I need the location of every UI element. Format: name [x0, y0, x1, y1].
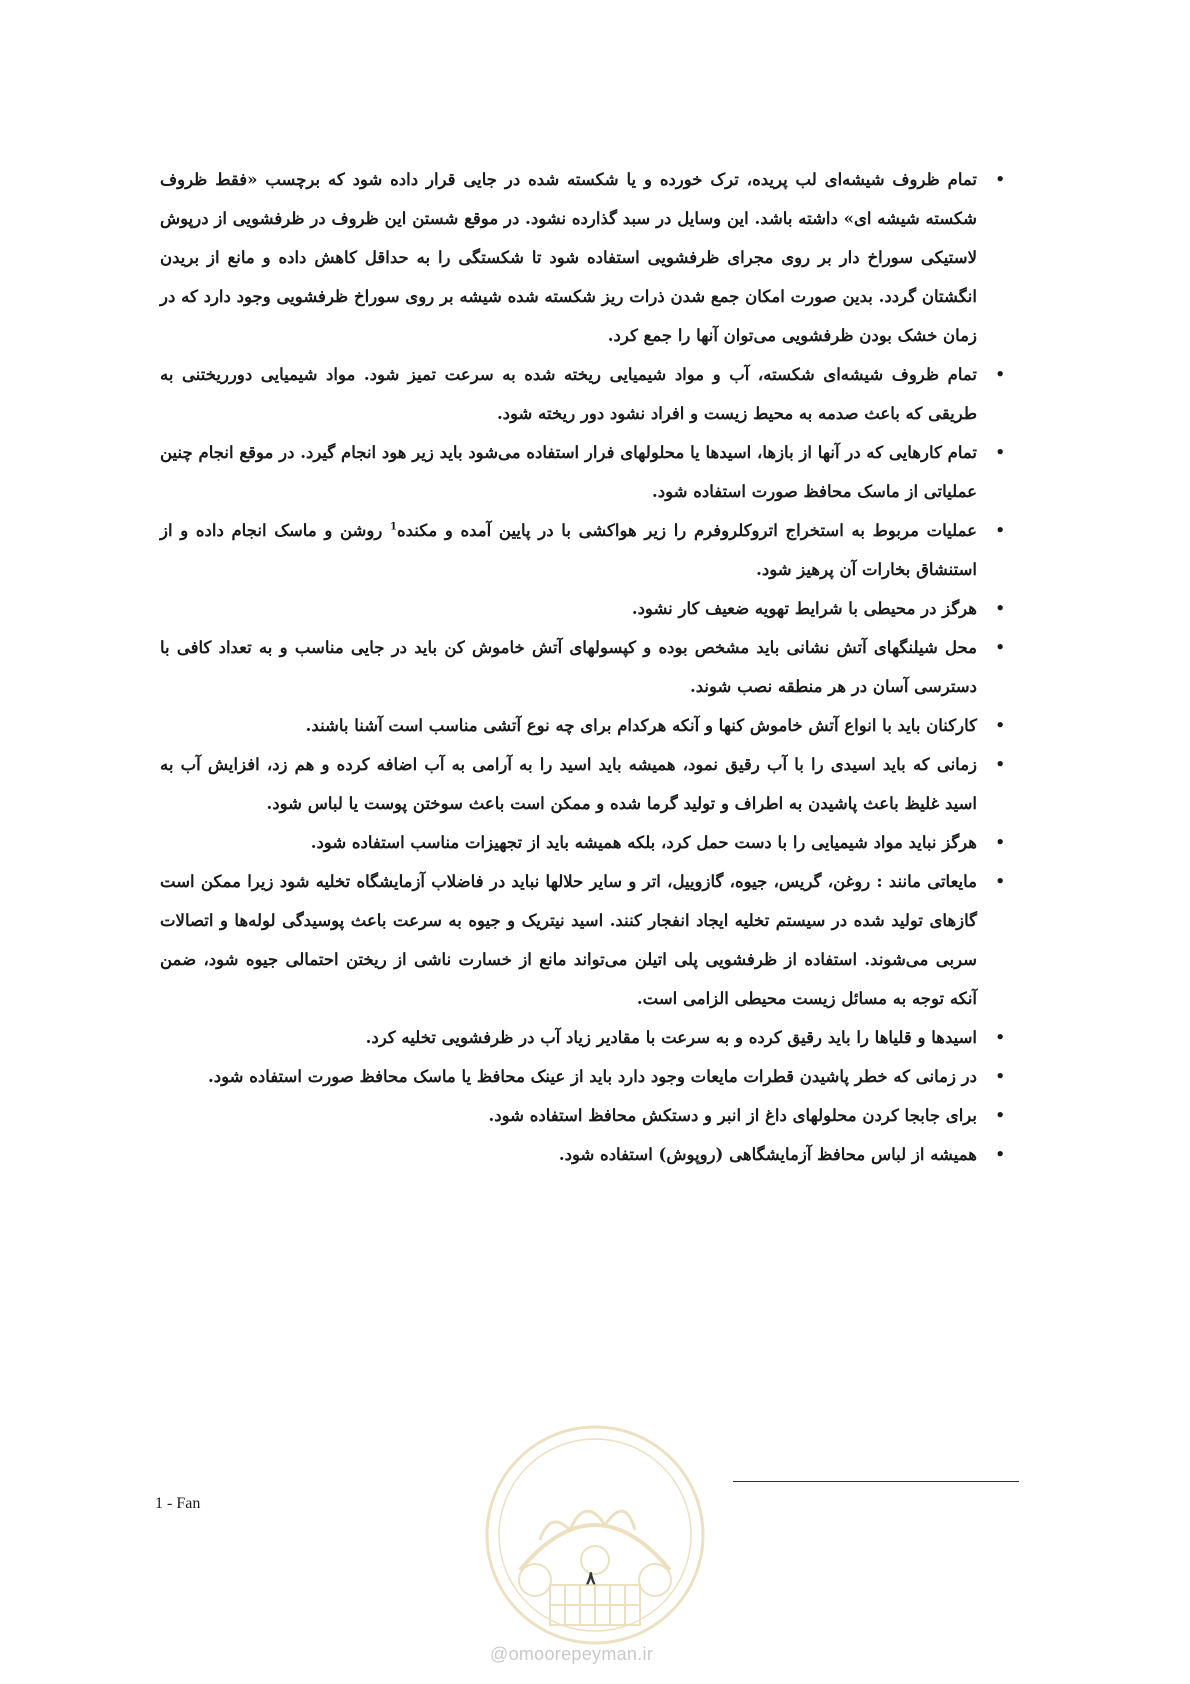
- list-item: [160, 823, 1005, 862]
- bullet-icon: •: [995, 521, 1005, 539]
- document-body: [160, 160, 1005, 1174]
- at-icon: @: [490, 1644, 509, 1664]
- list-item: [160, 628, 1005, 706]
- list-item: [160, 1057, 1005, 1096]
- list-item: [160, 1018, 1005, 1057]
- list-item: [160, 160, 1005, 355]
- footnote-separator: [733, 1481, 1019, 1482]
- list-item-text: کارکنان باید با انواع آتش خاموش کنها و آنکه هرکدام برای چه نوع آتشی مناسب است آشنا باشند.: [305, 716, 977, 735]
- bullet-icon: •: [995, 1106, 1005, 1124]
- list-item: [160, 1096, 1005, 1135]
- bullet-icon: •: [995, 170, 1005, 188]
- list-item: [160, 355, 1005, 433]
- bullet-icon: •: [995, 716, 1005, 734]
- list-item-text: همیشه از لباس محافظ آزمایشگاهی (روپوش) استفاده شود.: [558, 1145, 977, 1164]
- page-number: ۸: [586, 1568, 596, 1589]
- watermark-seal-icon: [480, 1420, 710, 1650]
- footnote-reference[interactable]: 1: [389, 521, 397, 533]
- bullet-icon: •: [995, 1145, 1005, 1163]
- list-item-text: محل شیلنگهای آتش نشانی باید مشخص بوده و کپسولهای آتش خاموش کن باید در جایی مناسب و به تعداد کافی با دسترسی آسان در هر منطقه نصب شوند.: [160, 638, 977, 696]
- list-item-text: تمام کارهایی که در آنها از بازها، اسیدها یا محلولهای فرار استفاده می‌شود باید زیر هود انجام گیرد. در موقع انجام چنین عملیاتی از ماسک محافظ صورت استفاده شود.: [160, 443, 977, 501]
- list-item-text: در زمانی که خطر پاشیدن قطرات مایعات وجود دارد باید از عینک محافظ یا ماسک محافظ صورت استفاده شود.: [208, 1067, 977, 1086]
- list-item-text: زمانی که باید اسیدی را با آب رقیق نمود، همیشه باید اسید را به آرامی به آب اضافه کرده و هم زد، افزایش آب به اسید غلیظ باعث پاشیدن به اطراف و تولید گرما شده و ممکن است باعث سوختن پوست یا لباس شود.: [160, 755, 977, 813]
- list-item: [160, 433, 1005, 511]
- bullet-icon: •: [995, 599, 1005, 617]
- bullet-icon: •: [995, 755, 1005, 773]
- list-item-text: هرگز در محیطی با شرایط تهویه ضعیف کار نشود.: [631, 599, 977, 618]
- list-item-text: تمام ظروف شیشه‌ای شکسته، آب و مواد شیمیایی ریخته شده به سرعت تمیز شود. مواد شیمیایی دورریختنی به طریقی که باعث صدمه به محیط زیست و افراد نشود دور ریخته شود.: [160, 365, 977, 423]
- list-item-text: مایعاتی مانند : روغن، گریس، جیوه، گازوییل، اتر و سایر حلالها نباید در فاضلاب آزمایشگاه تخلیه شود زیرا ممکن است گازهای تولید شده در سیستم تخلیه ایجاد انفجار کنند. اسید نیتریک و جیوه به سرعت باعث پوسیدگی لوله‌ها و اتصالات سربی می‌شوند. استفاده از ظرفشویی پلی اتیلن می‌تواند مانع از خسارت ناشی از ریختن احتمالی جیوه شود، ضمن آنکه توجه به مسائل زیست محیطی الزامی است.: [160, 872, 977, 1008]
- bullet-icon: •: [995, 1067, 1005, 1085]
- safety-rules-list: [160, 160, 1005, 1174]
- list-item: [160, 706, 1005, 745]
- list-item-text: عملیات مربوط به استخراج اتروکلروفرم را زیر هواکشی با در پایین آمده و مکنده$^1$ روشن و ماسک انجام داده و از استنشاق بخارات آن پرهیز شود.: [160, 521, 977, 579]
- bullet-icon: •: [995, 638, 1005, 656]
- bullet-icon: •: [995, 1028, 1005, 1046]
- list-item: [160, 745, 1005, 823]
- list-item: [160, 589, 1005, 628]
- watermark-site: @omoorepeyman.ir: [490, 1644, 654, 1664]
- list-item-text: تمام ظروف شیشه‌ای لب پریده، ترک خورده و یا شکسته شده در جایی قرار داده شود که برچسب «فقط ظروف شکسته شیشه ای» داشته باشد. این وسایل در سبد گذارده نشود. در موقع شستن این ظروف در ظرفشویی از درپوش لاستیکی سوراخ دار بر روی مجرای ظرفشویی استفاده شود تا شکستگی را به حداقل کاهش داده و مانع از بریدن انگشتان گردد. بدین صورت امکان جمع شدن ذرات ریز شکسته شده شیشه بر روی سوراخ ظرفشویی وجود دارد که در زمان خشک بودن ظرفشویی می‌توان آنها را جمع کرد.: [160, 170, 977, 345]
- footnote-text: 1 - Fan: [155, 1495, 201, 1512]
- list-item: [160, 1135, 1005, 1174]
- list-item-text: برای جابجا کردن محلولهای داغ از انبر و دستکش محافظ استفاده شود.: [488, 1106, 977, 1125]
- bullet-icon: •: [995, 365, 1005, 383]
- list-item-text: اسیدها و قلیاها را باید رقیق کرده و به سرعت با مقادیر زیاد آب در ظرفشویی تخلیه کرد.: [365, 1028, 977, 1047]
- list-item-text: هرگز نباید مواد شیمیایی را با دست حمل کرد، بلکه همیشه باید از تجهیزات مناسب استفاده شود.: [310, 833, 977, 852]
- bullet-icon: •: [995, 833, 1005, 851]
- bullet-icon: •: [995, 872, 1005, 890]
- list-item: [160, 862, 1005, 1018]
- list-item: [160, 511, 1005, 589]
- bullet-icon: •: [995, 443, 1005, 461]
